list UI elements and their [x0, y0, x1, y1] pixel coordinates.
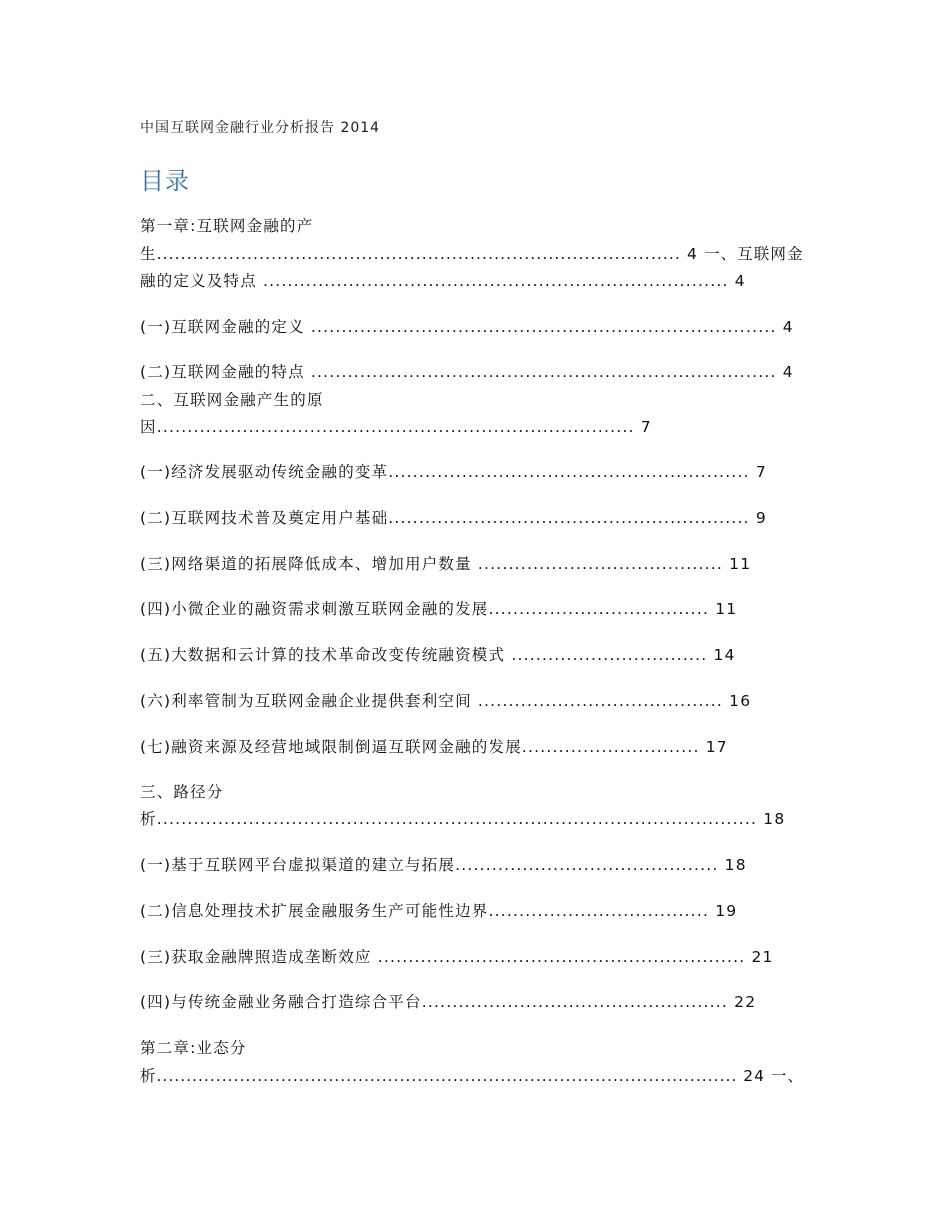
- toc-line: 三、路径分: [140, 783, 224, 801]
- toc-line: (一)经济发展驱动传统金融的变革........................................................... 7: [140, 463, 767, 481]
- toc-line: 第一章:互联网金融的产: [140, 217, 314, 235]
- toc-line: (七)融资来源及经营地域限制倒逼互联网金融的发展............................. 17: [140, 738, 728, 756]
- toc-line: 第二章:业态分: [140, 1039, 247, 1057]
- document-title: 中国互联网金融行业分析报告 2014: [140, 120, 381, 136]
- toc-line: 因.............................................................................. 7: [140, 418, 652, 436]
- toc-line: (二)信息处理技术扩展金融服务生产可能性边界.................................... 19: [140, 902, 738, 920]
- toc-line: (三)网络渠道的拓展降低成本、增加用户数量 ........................................ 11: [140, 555, 752, 573]
- toc-line: 生....................................................................................... 4 一、互联网金: [140, 245, 804, 263]
- toc-line: (三)获取金融牌照造成垄断效应 ............................................................ 21: [140, 948, 774, 966]
- toc-line: 融的定义及特点 ............................................................................ 4: [140, 272, 746, 290]
- toc-line: (一)基于互联网平台虚拟渠道的建立与拓展........................................... 18: [140, 856, 747, 874]
- toc-line: 析.................................................................................................. 24 一、: [140, 1067, 804, 1085]
- toc-heading: 目录: [140, 167, 190, 195]
- toc-line: (二)互联网技术普及奠定用户基础........................................................... 9: [140, 509, 767, 527]
- toc-line: (四)小微企业的融资需求刺激互联网金融的发展.................................... 11: [140, 600, 738, 618]
- toc-line: 二、互联网金融产生的原: [140, 391, 324, 409]
- toc-line: (一)互联网金融的定义 ............................................................................ 4: [140, 318, 794, 336]
- toc-line: (四)与传统金融业务融合打造综合平台.................................................. 22: [140, 993, 757, 1011]
- toc-line: (六)利率管制为互联网金融企业提供套利空间 ........................................ 16: [140, 692, 752, 710]
- toc-line: 析.................................................................................................. 18: [140, 810, 786, 828]
- toc-line: (五)大数据和云计算的技术革命改变传统融资模式 ................................ 14: [140, 646, 736, 664]
- toc-line: (二)互联网金融的特点 ............................................................................ 4: [140, 363, 794, 381]
